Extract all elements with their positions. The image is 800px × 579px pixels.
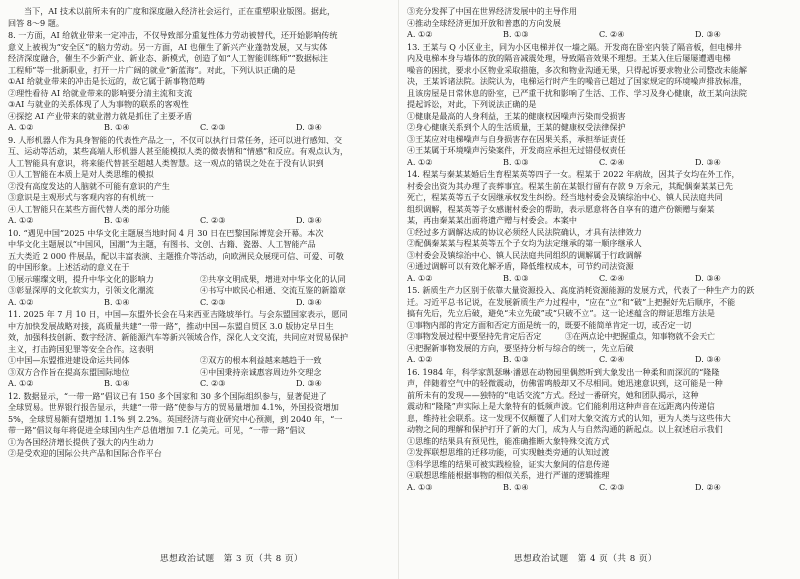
answer-choice: C. ②④ bbox=[599, 272, 625, 283]
statement-option: ④人工智能只在某些方面代替人类的部分功能 bbox=[8, 203, 170, 214]
answer-choice: B. ①③ bbox=[503, 29, 529, 39]
stem-line: 内及电梯本身与墙体的放的隔音减震处理，导致隔音效果不理想。王某入住后屡屡遭遇电梯 bbox=[407, 53, 731, 63]
stem-line: 且该房屋是日常休息的卧室，已严重干扰和影响了生活、工作、学习及身心健康，故王某向法院 bbox=[407, 87, 747, 98]
stem-line: 声，伴随着空气中的轻微震动，仿佛雷鸣般却又不尽相同。她迅速意识到，这可能是一种 bbox=[407, 378, 723, 388]
text-line: 回答 8～9 题。 bbox=[8, 17, 64, 28]
statement-option: ①人工智能在本质上是对人类思维的模拟 bbox=[8, 169, 154, 179]
page-footer-left: 思想政治试题 第 3 页（共 8 页） bbox=[160, 554, 304, 564]
statement-option: ①事物内部的肯定方面和否定方面是统一的，既要不能简单肯定一切，或否定一切 bbox=[407, 319, 692, 330]
answer-choices bbox=[407, 29, 791, 41]
stem-line: 9. 人形机器人作为具身智能的代表性产品之一，不仅可以执行日常任务，还可以进行感知、交 bbox=[8, 134, 343, 145]
stem-line: 工程师”等一批新职业，打开一片广阔的就业“新蓝海”。对此，下列认识正确的是 bbox=[8, 64, 296, 75]
answer-choice: D. ③④ bbox=[695, 156, 721, 167]
answer-choice: D. ③④ bbox=[695, 272, 721, 283]
stem-line: 人工智能具有意识，将来能代替甚至超越人类智慧。这一观点的错误之处在于没有认识到 bbox=[8, 157, 324, 168]
right-page-column bbox=[407, 6, 791, 493]
statement-option: ①经过多方调解达成的协议必须经人民法院确认，才具有法律效力 bbox=[407, 226, 642, 237]
answer-choices bbox=[8, 378, 392, 390]
statement-option: ①中国—东盟推进建设命运共同体 bbox=[8, 355, 130, 365]
answer-choice: A. ①② bbox=[8, 296, 34, 307]
statement-option: ①展示璀璨文明，提升中华文化的影响力 bbox=[8, 273, 154, 284]
stem-line: 五大类近 2 000 件展品，配以丰富表演、主题推介等活动，向欧洲民众展现可信、可爱、可敬 bbox=[8, 250, 344, 261]
answer-choice: C. ②③ bbox=[200, 378, 226, 388]
answer-choice: B. ①③ bbox=[503, 272, 529, 283]
statement-option: ②配偶秦某某与程某英等五个子女均为法定继承的第一顺序继承人 bbox=[407, 238, 642, 248]
answer-choice: C. ②③ bbox=[200, 215, 226, 225]
stem-line: 前所未有的发现——独特的“电话交流”方式。经过一番研究，她和团队揭示，这种 bbox=[407, 389, 699, 400]
statement-option-row bbox=[8, 285, 392, 297]
answer-choices bbox=[407, 354, 791, 366]
page-divider bbox=[398, 0, 399, 579]
statement-option: ②身心健康关系到个人的生活质量，王某的健康权受法律保护 bbox=[407, 122, 626, 132]
statement-option: ②事物发展过程中要坚持先肯定后否定 ③在两点论中把握重点，知事物就不会天亡 bbox=[407, 331, 715, 341]
answer-choice: B. ①④ bbox=[104, 378, 130, 388]
stem-line: 村委会出资为其办理了丧葬事宜。程某生前在某银行留有存款 9 万余元，其配偶秦某某已先 bbox=[407, 180, 733, 191]
statement-option: ③AI 与就业的关系体现了人为事物的联系的客观性 bbox=[8, 99, 189, 109]
statement-option: ①为各国经济增长提供了强大的内生动力 bbox=[8, 436, 154, 447]
statement-option: ④书写中欧民心相通、交流互鉴的新篇章 bbox=[200, 285, 346, 295]
answer-choice: D. ③④ bbox=[296, 296, 322, 307]
stem-line: 死亡，程某英等五子女因继承权发生纠纷。经当地村委会及镇综治中心、镇人民法庭共同 bbox=[407, 192, 723, 202]
answer-choice: B. ①④ bbox=[104, 215, 130, 225]
answer-choices bbox=[407, 482, 791, 494]
stem-line: 12. 数据显示，“一带一路”倡议已有 150 多个国家和 30 多个国际组织参与，显著促进了 bbox=[8, 390, 327, 401]
statement-option: ①思维的结果具有预见性，能准确推断大象特殊交流方式 bbox=[407, 435, 610, 446]
statement-option: ②双方的根本利益越来越趋于一致 bbox=[200, 355, 322, 365]
question-9 bbox=[8, 135, 392, 227]
statement-option: ④联想思维能根据事物的相似关系，进行严谨的逻辑推理 bbox=[407, 470, 610, 480]
answer-choice: A. ①② bbox=[407, 272, 433, 283]
statement-option: ②理性看待 AI 给就业带来的影响要分清主流和支流 bbox=[8, 87, 193, 98]
statement-option: ④把握新事物发展的方向，要坚持分析与综合的统一，先立后破 bbox=[407, 342, 634, 353]
answer-choice: B. ①④ bbox=[104, 122, 130, 132]
stem-line: 组织调解，程某英等子女感谢村委会的帮助，表示愿意将各自享有的遗产份额赠与秦某 bbox=[407, 203, 715, 214]
reading-intro bbox=[8, 6, 392, 29]
statement-option: ③充分发挥了中国在世界经济发展中的主导作用 bbox=[407, 6, 577, 16]
answer-choice: D. ③④ bbox=[296, 122, 322, 132]
stem-line: 意义上被视为“安全区”的脑力劳动。另一方面，AI 也催生了新兴产业蓬勃发展，又与实体 bbox=[8, 41, 328, 52]
question-10 bbox=[8, 228, 392, 309]
stem-line: 的中国形象。上述活动的意义在于 bbox=[8, 262, 130, 272]
stem-line: 动物之间的理解和保护打开了新的大门，成为人与自然沟通的新起点。以上叙述启示我们 bbox=[407, 424, 723, 434]
stem-line: 带一路”倡议每年将促进全球国内生产总值增加 7.1 亿美元。可见，“一带一路”倡议 bbox=[8, 425, 306, 435]
stem-line: 全球贸易。世界银行报告显示，共建“一带一路”使参与方的贸易量增加 4.1%，外国投资增加 bbox=[8, 402, 339, 412]
statement-option-row bbox=[8, 367, 392, 379]
stem-line: 搞有先后，先立后破，避免“未立先破”或“只破不立”。这一论述蕴含的辩证思维方法是 bbox=[407, 308, 715, 318]
text-line: 当下，AI 技术以前所未有的广度和深度融入经济社会运行，正在重塑职业版图。据此， bbox=[24, 6, 336, 16]
statement-option: ④王某属于环境噪声污染案件，开发商应承担无过错侵权责任 bbox=[407, 145, 626, 155]
statement-option: ③意识是主观形式与客观内容的有机统一 bbox=[8, 192, 154, 202]
question-16 bbox=[407, 367, 791, 494]
stem-line: 经济深度融合，催生不少新产业、新业态、新模式，创造了如“人工智能训练师”“数据标注 bbox=[8, 53, 328, 63]
question-15 bbox=[407, 285, 791, 366]
question-14 bbox=[407, 169, 791, 284]
statement-option: ④中国秉持亲诚惠容周边外交理念 bbox=[200, 366, 322, 377]
answer-choices bbox=[407, 273, 791, 285]
question-8 bbox=[8, 30, 392, 134]
answer-choice: D. ②④ bbox=[695, 481, 721, 492]
answer-choices bbox=[8, 297, 392, 309]
answer-choice: C. ②③ bbox=[200, 296, 226, 307]
answer-choice: A. ①② bbox=[407, 156, 433, 167]
answer-choice: A. ①② bbox=[407, 354, 433, 364]
stem-line: 提起诉讼，对此，下列说法正确的是 bbox=[407, 99, 537, 109]
answer-choice: D. ③④ bbox=[296, 215, 322, 225]
answer-choice: B. ①③ bbox=[503, 156, 529, 167]
statement-option: ①健康是最高的人身利益，王某的健康权因噪声污染而受损害 bbox=[407, 110, 626, 121]
answer-choice: D. ③④ bbox=[695, 354, 721, 364]
stem-line: 14. 程某与秦某某婚后生育程某英等四子一女。程某于 2022 年病故，因其子女均在外工作， bbox=[407, 169, 740, 179]
stem-line: 10. “遇见中国”2025 中华文化主题展当地时间 4 月 30 日在巴黎国际博览会开幕。本次 bbox=[8, 227, 324, 238]
statement-option: ②没有高度发达的人脑就不可能有意识的产生 bbox=[8, 180, 170, 191]
stem-line: 决，王某诉诸法院。法院认为，电梯运行时产生的噪音已超过了国家规定的环境噪声排放标准， bbox=[407, 76, 747, 86]
answer-choice: C. ②④ bbox=[599, 156, 625, 167]
answer-choice: D. ③④ bbox=[695, 29, 721, 39]
stem-line: 互、运动等活动，某些高端人形机器人甚至能模拟人类的微表情和“情感”和反应。有观点认为， bbox=[8, 146, 349, 156]
statement-option: ③彰显深厚的文化软实力，引领文化潮流 bbox=[8, 285, 154, 295]
stem-line: 5%，全球贸易额有望增加 1.1% 到 2.2%。英国经济与商业研究中心预测，到 2040 年，“一 bbox=[8, 413, 343, 424]
answer-choices bbox=[407, 157, 791, 169]
statement-option-row bbox=[8, 355, 392, 367]
page-footer-right: 思想政治试题 第 4 页（共 8 页） bbox=[514, 554, 658, 564]
stem-line: 主义，打击跨国犯罪等安全合作。这表明 bbox=[8, 343, 154, 354]
stem-line: 噪音的困扰，要求小区物业采取措施，多次和物业沟通无果，只得起诉要求物业公司整改未能解 bbox=[407, 64, 747, 75]
stem-line: 8. 一方面，AI 给就业带来一定冲击，不仅导致部分重复性体力劳动被替代，还开始影响传统 bbox=[8, 30, 338, 40]
statement-option: ④推动全球经济更加开放和普惠的方向发展 bbox=[407, 17, 561, 28]
question-11 bbox=[8, 309, 392, 390]
stem-line: 13. 王某与 Q 小区业主，同为小区电梯并仅一墙之隔。开发商在卧室内装了隔音板，但电梯井 bbox=[407, 41, 742, 52]
answer-choices bbox=[8, 215, 392, 227]
answer-choice: D. ③④ bbox=[296, 378, 322, 388]
statement-option: ③双方合作旨在提高东盟国际地位 bbox=[8, 366, 130, 377]
question-12 bbox=[8, 391, 392, 460]
question-13 bbox=[407, 42, 791, 169]
statement-option: ②共享文明成果，增进对中华文化的认同 bbox=[200, 273, 346, 284]
statement-option: ②是受欢迎的国际公共产品和国际合作平台 bbox=[8, 448, 162, 458]
statement-option-row bbox=[8, 274, 392, 286]
statement-option: ③王某应对电梯噪声与自身损害存在因果关系，承担举证责任 bbox=[407, 133, 626, 144]
stem-line: 中华文化主题展以“中国风，国潮”为主题，有图书、文创、古籍、瓷器、人工智能产品 bbox=[8, 239, 316, 249]
stem-line: 息，维持社会联系。这一发现不仅颠覆了人们对大象交流方式的认知，更为人类与这些伟大 bbox=[407, 412, 731, 423]
question-12-continued bbox=[407, 6, 791, 41]
answer-choice: A. ①② bbox=[407, 29, 433, 39]
answer-choice: B. ①④ bbox=[503, 481, 529, 492]
answer-choice: B. ①③ bbox=[503, 354, 529, 364]
stem-line: 16. 1984 年，科学家凯瑟琳·潘恩在动物园里偶然听到大象发出一种柔和而深沉的“隆隆 bbox=[407, 366, 720, 377]
stem-line: 迁。习近平总书记说，在发展新质生产力过程中，“应在“立”和“破”上把握好先后顺序，不能 bbox=[407, 296, 736, 307]
answer-choice: A. ①② bbox=[8, 122, 34, 132]
statement-option: ③村委会及镇综治中心、镇人民法庭共同组织的调解属于行政调解 bbox=[407, 249, 642, 260]
answer-choice: A. ①② bbox=[8, 378, 34, 388]
statement-option: ①AI 给就业带来的冲击是长远的，故它属于新事物范畴 bbox=[8, 76, 205, 86]
answer-choices bbox=[8, 122, 392, 134]
statement-option: ④探挖 AI 产业带来的就业潜力就是抓住了主要矛盾 bbox=[8, 110, 193, 121]
statement-option: ③科学思维的结果可被实践检验，证实大象间的信息传递 bbox=[407, 458, 610, 469]
stem-line: 11. 2025 年 7 月 10 日，中国—东盟外长会在马来西亚吉隆坡举行。与会东盟国家表示，愿同 bbox=[8, 309, 348, 319]
stem-line: 中方加快发展战略对接，高质量共建“一带一路”，推动中国—东盟自贸区 3.0 版协定早日生 bbox=[8, 320, 334, 331]
statement-option: ④通过调解可以有效化解矛盾，降低维权成本，可节约司法资源 bbox=[407, 261, 634, 271]
statement-option: ②发挥联想思维的迁移功能，可实现触类旁通的认知过渡 bbox=[407, 447, 610, 457]
answer-choice: A. ①② bbox=[8, 215, 34, 225]
answer-choice: C. ②④ bbox=[599, 29, 625, 39]
answer-choice: C. ②④ bbox=[599, 354, 625, 364]
stem-line: 某，再由秦某某出面将遗产赠与村委会。本案中 bbox=[407, 215, 577, 225]
left-page-column bbox=[8, 6, 392, 460]
answer-choice: C. ②③ bbox=[200, 122, 226, 132]
stem-line: 震动和“隆隆”声实际上是大象特有的低频声波。它们能利用这种声音在远距离内传递信 bbox=[407, 401, 715, 411]
answer-choice: A. ①③ bbox=[407, 481, 433, 492]
answer-choice: C. ②③ bbox=[599, 481, 625, 492]
stem-line: 15. 新质生产力区别于依靠大量资源投入、高度消耗资源能源的发展方式，代表了一种生产力的跃 bbox=[407, 285, 755, 295]
stem-line: 效，加强科技创新、数字经济、新能源汽车等新兴领域合作，深化人文交流，共同应对贸易保护 bbox=[8, 332, 348, 342]
answer-choice: B. ①④ bbox=[104, 296, 130, 307]
